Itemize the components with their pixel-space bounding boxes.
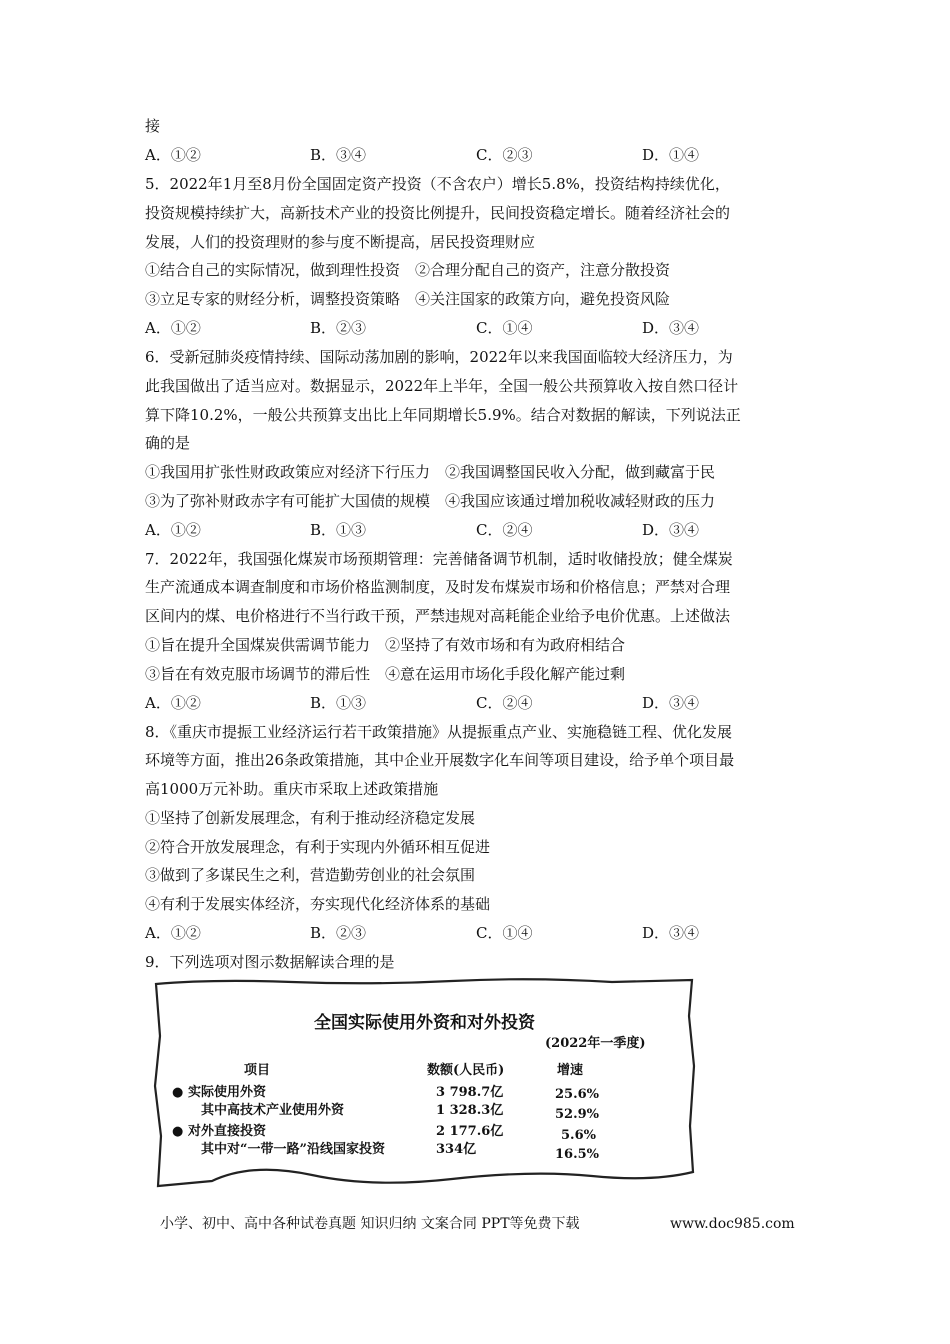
q6-line: 算下降10.2%，一般公共预算支出比上年同期增长5.9%。结合对数据的解读，下列说法正 [145, 406, 741, 424]
row-amount: 334亿 [436, 1142, 477, 1157]
q5-line: 5．2022年1月至8月份全国固定资产投资（不含农户）增长5.8%，投资结构持续优化， [145, 175, 730, 193]
row-item: 对外直接投资 [188, 1124, 267, 1139]
q7-option-c: C．②④ [476, 694, 533, 712]
q8-line: 高1000万元补助。重庆市采取上述政策措施 [145, 780, 439, 798]
row-item: 其中高技术产业使用外资 [201, 1103, 345, 1118]
footer-text: 小学、初中、高中各种试卷真题 知识归纳 文案合同 PPT等免费下载 [160, 1216, 580, 1232]
q5-line: 投资规模持续扩大，高新技术产业的投资比例提升，民间投资稳定增长。随着经济社会的 [145, 204, 731, 222]
q5-option-c: C．①④ [476, 319, 533, 337]
row-bullet: ● [172, 1124, 184, 1139]
q8-line: 环境等方面，推出26条政策措施，其中企业开展数字化车间等项目建设，给予单个项目最 [145, 751, 735, 769]
table-header-amount: 数额(人民币) [427, 1063, 505, 1078]
q5-option-a: A．①② [145, 319, 201, 337]
row-bullet: ● [172, 1085, 184, 1100]
q6-line: 6．受新冠肺炎疫情持续、国际动荡加剧的影响，2022年以来我国面临较大经济压力，为 [145, 348, 733, 366]
q4-option-b: B．③④ [310, 146, 367, 164]
q7-line: 7．2022年，我国强化煤炭市场预期管理：完善储备调节机制，适时收储投放；健全煤炭 [145, 550, 733, 568]
q8-statement: ③做到了多谋民生之利，营造勤劳创业的社会氛围 [145, 866, 476, 884]
table-header-item: 项目 [244, 1063, 271, 1078]
q5-line: 发展，人们的投资理财的参与度不断提高，居民投资理财应 [145, 233, 536, 251]
q8-statement: ④有利于发展实体经济，夯实现代化经济体系的基础 [145, 895, 491, 913]
q4-option-c: C．②③ [476, 146, 533, 164]
row-growth: 16.5% [555, 1147, 600, 1162]
q8-option-b: B．②③ [310, 924, 367, 942]
q5-statement: ③立足专家的财经分析，调整投资策略 ④关注国家的政策方向，避免投资风险 [145, 290, 671, 308]
q9-stem: 9．下列选项对图示数据解读合理的是 [145, 953, 395, 971]
q8-statement: ②符合开放发展理念，有利于实现内外循环相互促进 [145, 838, 491, 856]
footer-url: www.doc985.com [670, 1216, 795, 1232]
q6-line: 此我国做出了适当应对。数据显示，2022年上半年，全国一般公共预算收入按自然口径计 [145, 377, 739, 395]
q4-stem-tail: 接 [145, 117, 161, 135]
q7-statement: ③旨在有效克服市场调节的滞后性 ④意在运用市场化手段化解产能过剩 [145, 665, 626, 683]
q8-option-d: D．③④ [642, 924, 700, 942]
q6-statement: ①我国用扩张性财政政策应对经济下行压力 ②我国调整国民收入分配，做到藏富于民 [145, 463, 716, 481]
q6-option-d: D．③④ [642, 521, 700, 539]
q7-statement: ①旨在提升全国煤炭供需调节能力 ②坚持了有效市场和有为政府相结合 [145, 636, 626, 654]
q7-option-b: B．①③ [310, 694, 367, 712]
q6-option-b: B．①③ [310, 521, 367, 539]
q6-line: 确的是 [145, 434, 191, 452]
table-header-growth: 增速 [557, 1063, 584, 1078]
q5-statement: ①结合自己的实际情况，做到理性投资 ②合理分配自己的资产，注意分散投资 [145, 261, 671, 279]
q9-data-table-figure [152, 976, 697, 1194]
row-growth: 25.6% [555, 1087, 600, 1102]
q7-line: 生产流通成本调查制度和市场价格监测制度，及时发布煤炭市场和价格信息；严禁对合理 [145, 578, 731, 596]
q4-option-d: D．①④ [642, 146, 700, 164]
q8-line: 8．《重庆市提振工业经济运行若干政策措施》从提振重点产业、实施稳链工程、优化发展 [145, 723, 733, 741]
row-amount: 2 177.6亿 [436, 1124, 504, 1139]
q8-option-c: C．①④ [476, 924, 533, 942]
q5-option-d: D．③④ [642, 319, 700, 337]
row-item: 实际使用外资 [188, 1085, 267, 1100]
row-amount: 1 328.3亿 [436, 1103, 504, 1118]
q8-statement: ①坚持了创新发展理念，有利于推动经济稳定发展 [145, 809, 476, 827]
row-amount: 3 798.7亿 [436, 1085, 504, 1100]
q8-option-a: A．①② [145, 924, 201, 942]
table-period: (2022年一季度) [545, 1036, 646, 1051]
q6-option-c: C．②④ [476, 521, 533, 539]
q4-option-a: A．①② [145, 146, 201, 164]
row-growth: 52.9% [555, 1107, 600, 1122]
q7-option-a: A．①② [145, 694, 201, 712]
q6-statement: ③为了弥补财政赤字有可能扩大国债的规模 ④我国应该通过增加税收减轻财政的压力 [145, 492, 716, 510]
row-item: 其中对“一带一路”沿线国家投资 [201, 1142, 385, 1157]
q5-option-b: B．②③ [310, 319, 367, 337]
q7-option-d: D．③④ [642, 694, 700, 712]
q6-option-a: A．①② [145, 521, 201, 539]
table-title: 全国实际使用外资和对外投资 [314, 1013, 535, 1033]
row-growth: 5.6% [561, 1128, 596, 1143]
q7-line: 区间内的煤、电价格进行不当行政干预，严禁违规对高耗能企业给予电价优惠。上述做法 [145, 607, 731, 625]
